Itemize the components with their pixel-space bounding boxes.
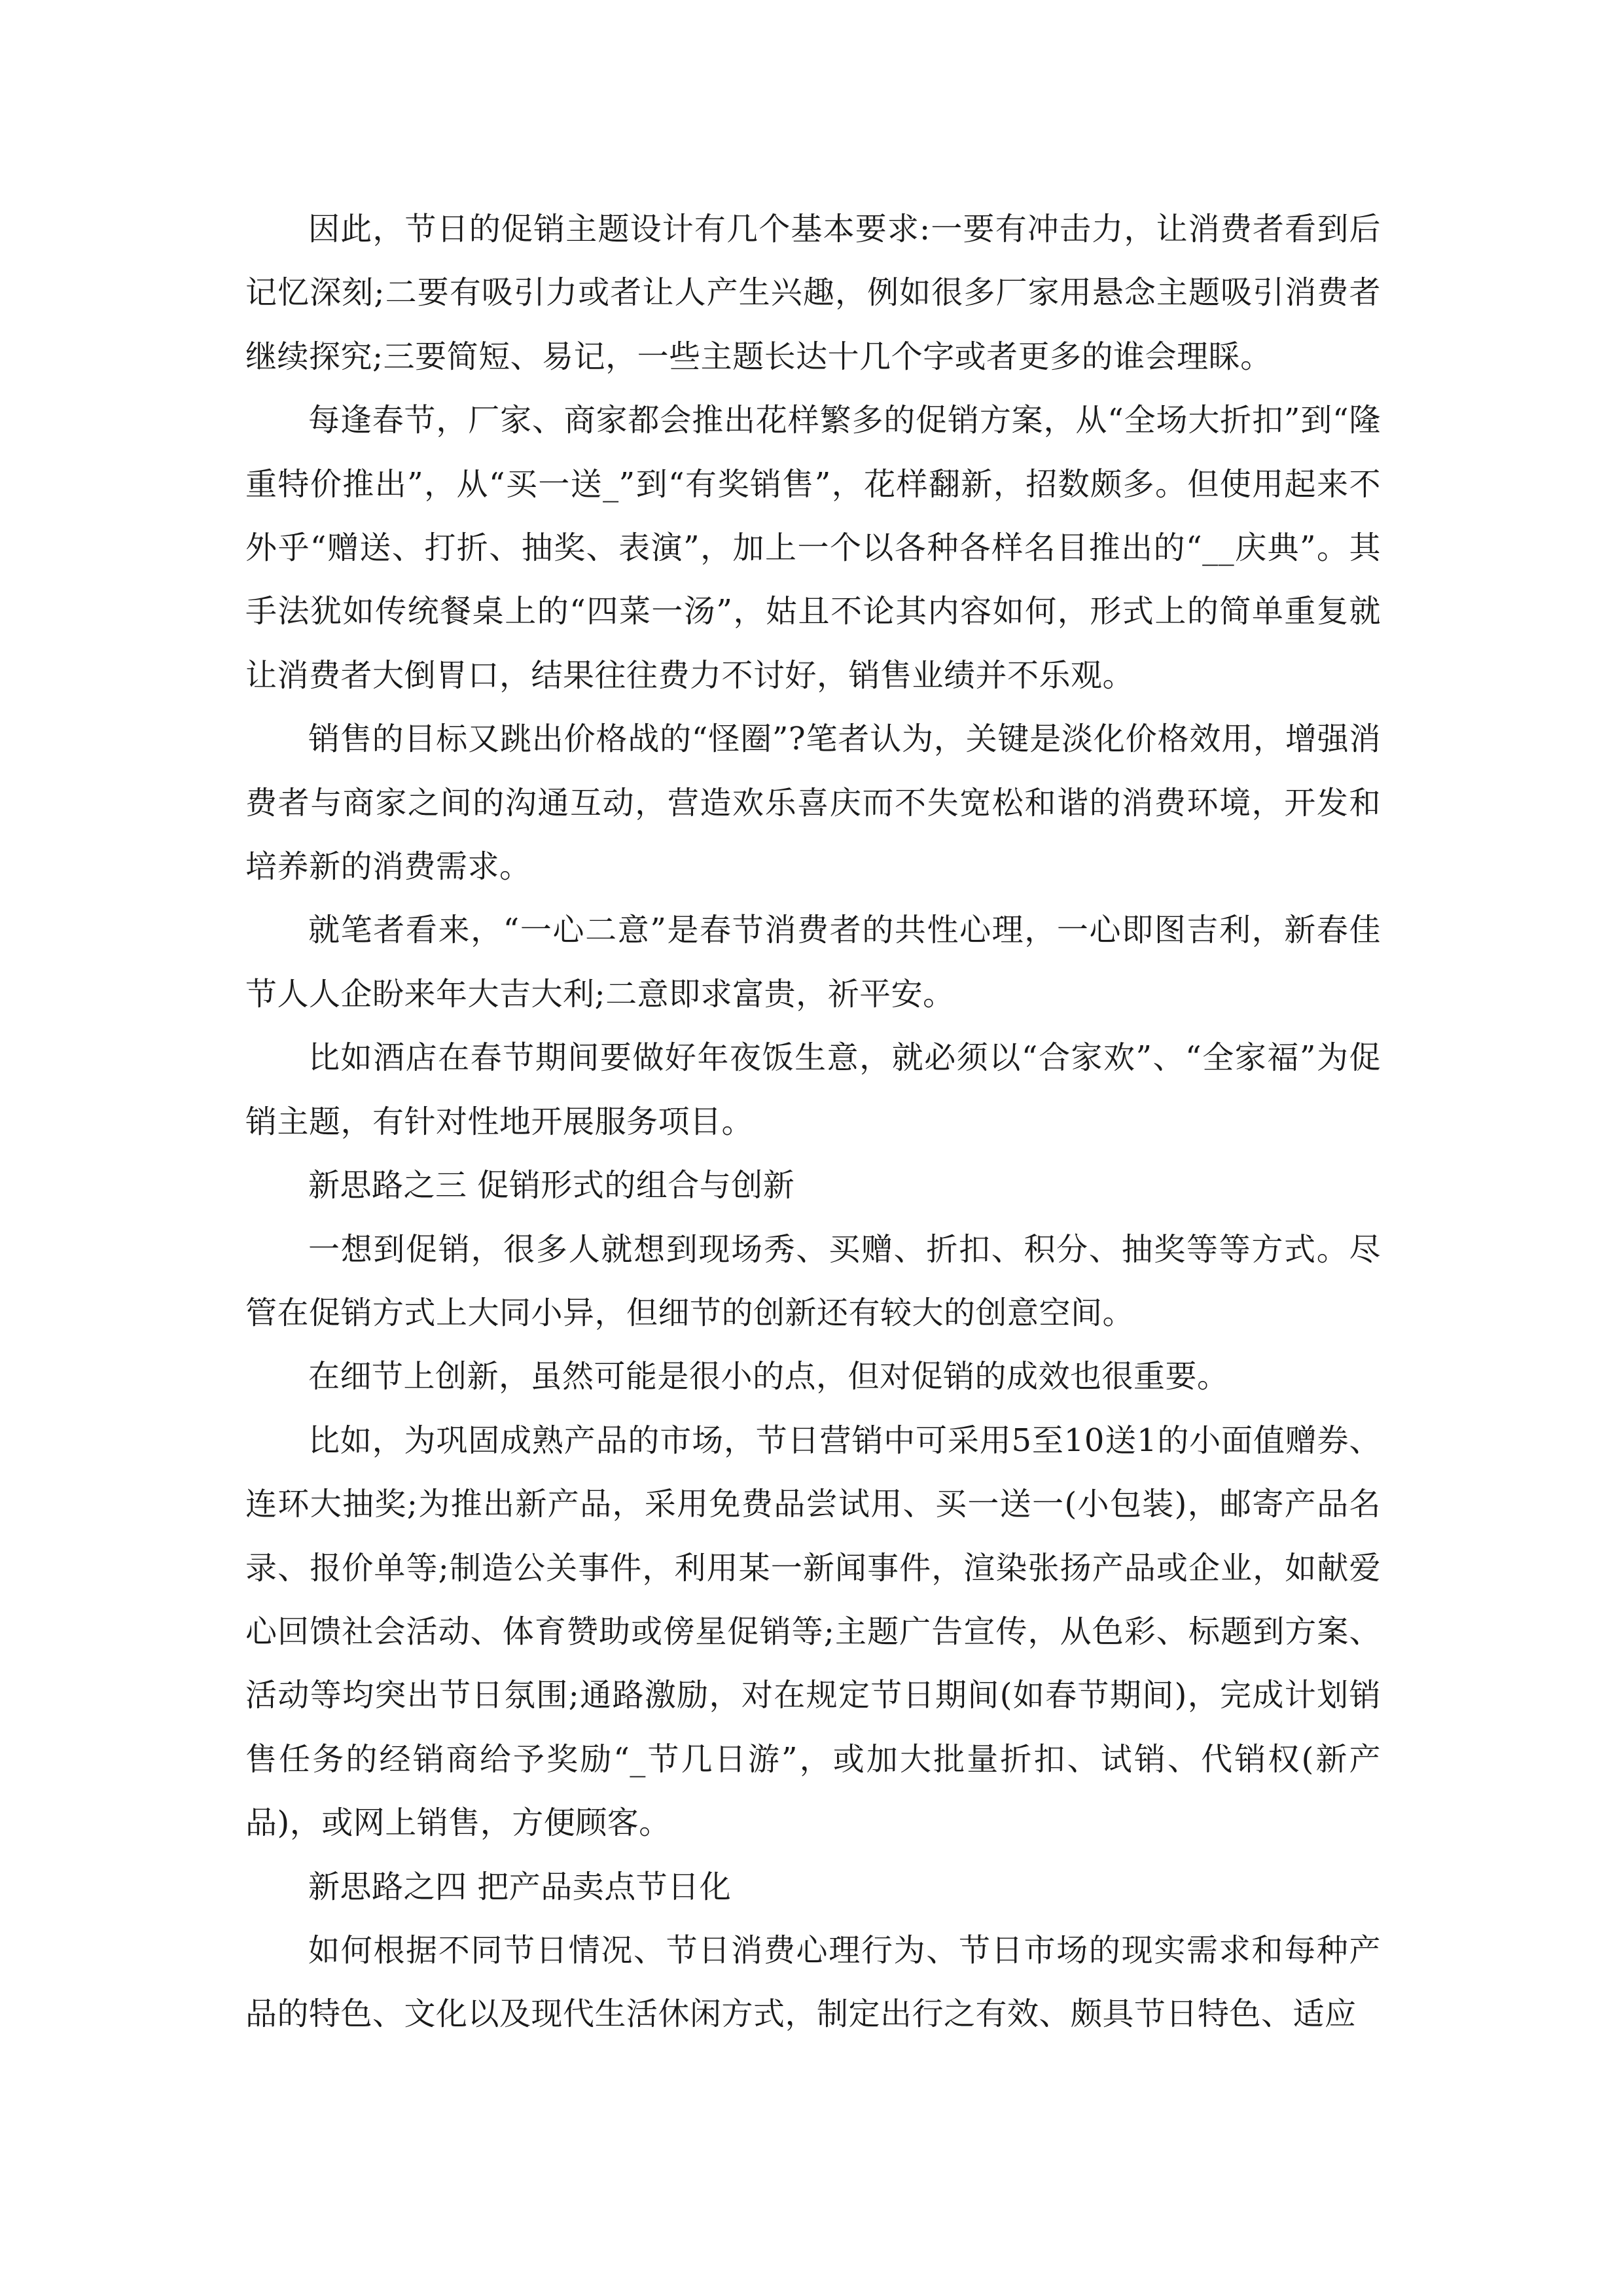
paragraph-holiday-selling-points: 如何根据不同节日情况、节日消费心理行为、节日市场的现实需求和每种产品的特色、文化以及现代生活休闲方式，制定出行之有效、颇具节日特色、适应 [245,1931,1381,2033]
paragraph-spring-festival-promotions: 每逢春节，厂家、商家都会推出花样繁多的促销方案，从“全场大折扣”到“隆重特价推出”，从“买一送_”到“有奖销售”，花样翻新，招数颇多。但使用起来不外乎“赠送、打折、抽奖、表演”，加上一个以各种各样名目推出的“__庆典”。其手法犹如传统餐桌上的“四菜一汤”，姑且不论其内容如何，形式上的简单重复就让消费者大倒胃口，结果往往费力不讨好，销售业绩并不乐观。 [245,402,1381,694]
section-heading-3: 新思路之三 促销形式的组合与创新 [308,1167,795,1204]
paragraph-price-war-circle: 销售的目标又跳出价格战的“怪圈”?笔者认为，关键是淡化价格效用，增强消费者与商家之间的沟通互动，营造欢乐喜庆而不失宽松和谐的消费环境，开发和培养新的消费需求。 [245,721,1381,886]
paragraph-consumer-psychology: 就笔者看来，“一心二意”是春节消费者的共性心理，一心即图吉利，新春佳节人人企盼来年大吉大利;二意即求富贵，祈平安。 [245,912,1381,1013]
document-body [245,198,1381,2047]
paragraph-hotel-example: 比如酒店在春节期间要做好年夜饭生意，就必须以“合家欢”、“全家福”为促销主题，有针对性地开展服务项目。 [245,1039,1381,1140]
section-heading-4: 新思路之四 把产品卖点节日化 [308,1868,732,1905]
paragraph-promo-forms: 一想到促销，很多人就想到现场秀、买赠、折扣、积分、抽奖等等方式。尽管在促销方式上大同小异，但细节的创新还有较大的创意空间。 [245,1230,1381,1331]
paragraph-promo-theme-requirements: 因此，节日的促销主题设计有几个基本要求:一要有冲击力，让消费者看到后记忆深刻;二要有吸引力或者让人产生兴趣，例如很多厂家用悬念主题吸引消费者继续探究;三要简短、易记，一些主题长达十几个字或者更多的谁会理睬。 [245,211,1381,375]
paragraph-detail-innovation: 在细节上创新，虽然可能是很小的点，但对促销的成效也很重要。 [308,1358,1229,1395]
paragraph-examples: 比如，为巩固成熟产品的市场，节日营销中可采用5至10送1的小面值赠券、连环大抽奖;为推出新产品，采用免费品尝试用、买一送一(小包装)，邮寄产品名录、报价单等;制造公关事件，利用某一新闻事件，渲染张扬产品或企业，如献爱心回馈社会活动、体育赞助或傍星促销等;主题广告宣传，从色彩、标题到方案、活动等均突出节日氛围;通路激励，对在规定节日期间(如春节期间)，完成计划销售任务的经销商给予奖励“_节几日游”，或加大批量折扣、试销、代销权(新产品)，或网上销售，方便顾客。 [245,1422,1381,1842]
